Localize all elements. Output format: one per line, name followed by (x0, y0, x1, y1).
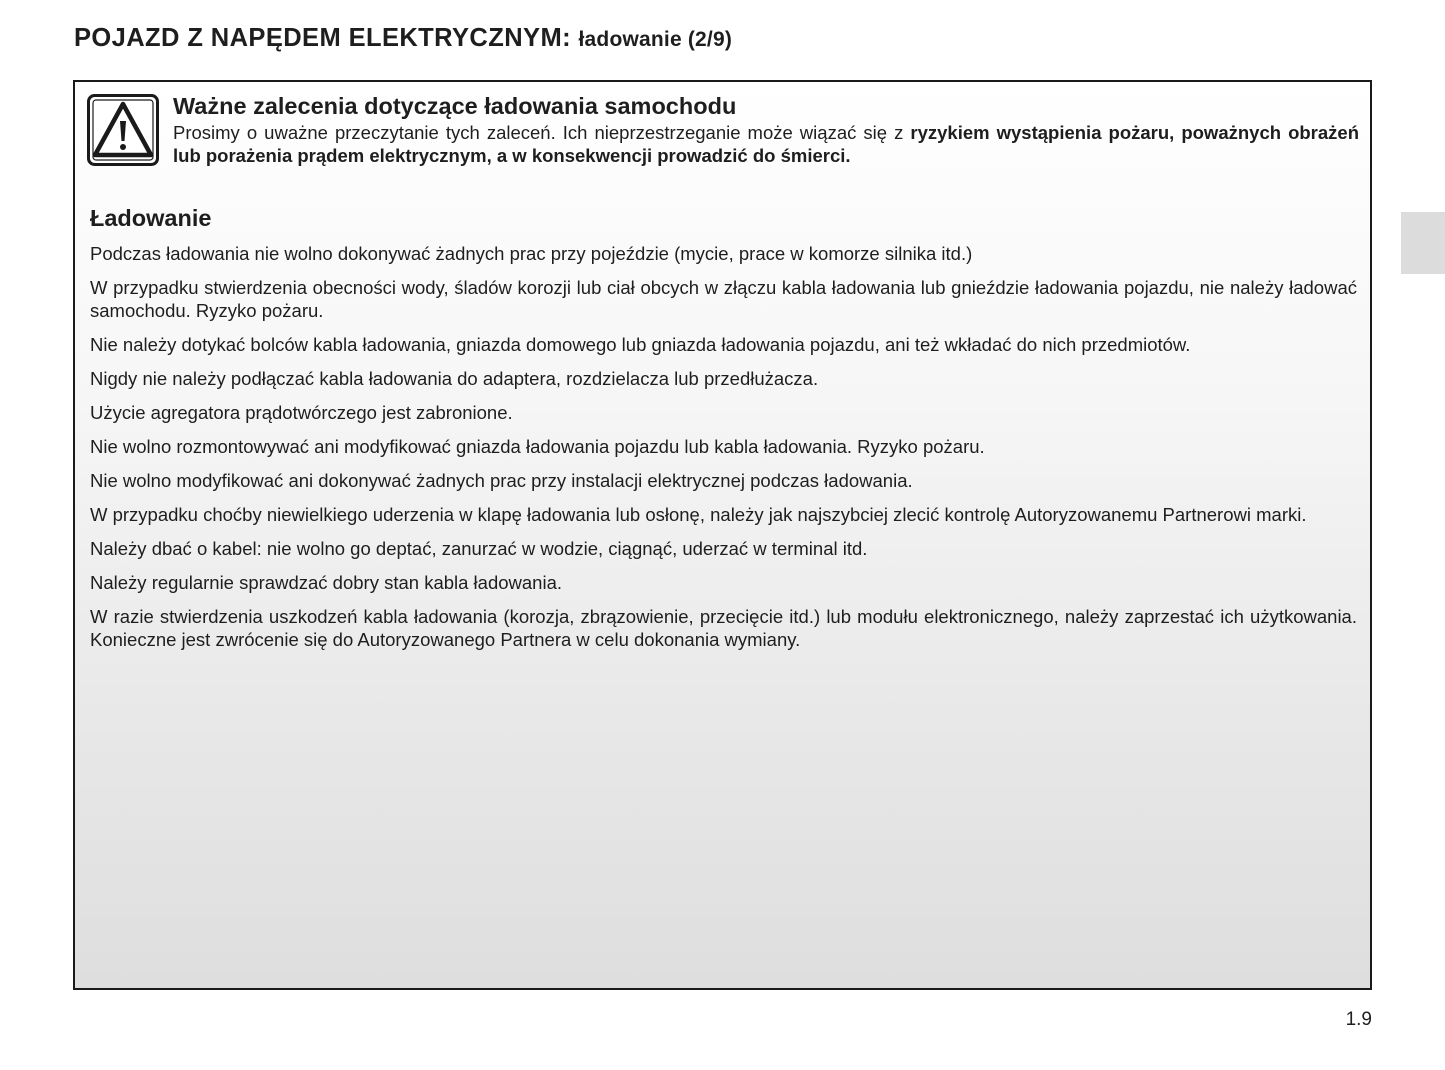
paragraph: Podczas ładowania nie wolno dokonywać żadnych prac przy pojeździe (mycie, prace w komorze silnika itd.) (90, 243, 973, 264)
chapter-tab-marker (1401, 212, 1445, 274)
paragraph: Użycie agregatora prądotwórczego jest zabronione. (90, 402, 513, 423)
paragraph: Należy regularnie sprawdzać dobry stan kabla ładowania. (90, 572, 563, 593)
page-title-sub: ładowanie (2/9) (578, 28, 733, 51)
paragraph: Nie należy dotykać bolców kabla ładowania, gniazda domowego lub gniazda ładowania pojazdu, ani też wkładać do nich przedmiotów. (90, 334, 1191, 355)
page-title-main: POJAZD Z NAPĘDEM ELEKTRYCZNYM: (74, 24, 571, 52)
paragraph: Nigdy nie należy podłączać kabla ładowania do adaptera, rozdzielacza lub przedłużacza. (90, 368, 819, 389)
page-title (74, 24, 732, 53)
paragraph: W razie stwierdzenia uszkodzeń kabla ładowania (korozja, zbrązowienie, przecięcie itd.) lub modułu elektronicznego, należy zaprzestać ich użytkowania. Konieczne jest zwrócenie się do Autoryzowanego Partnera w celu dokonania wymiany. (90, 606, 1357, 650)
warning-intro-emphasis: ryzykiem wystąpienia pożaru, poważnych obrażeń lub porażenia prądem elektrycznym, a w konsekwencji prowadzić do śmierci. (173, 122, 1359, 166)
section-title: Ładowanie (90, 205, 212, 231)
paragraph: Nie wolno rozmontowywać ani modyfikować gniazda ładowania pojazdu lub kabla ładowania. Ryzyko pożaru. (90, 436, 985, 457)
warning-intro-text: Prosimy o uważne przeczytanie tych zaleceń. Ich nieprzestrzeganie może wiązać się z (173, 122, 911, 143)
paragraph-list (90, 242, 1357, 662)
paragraph: Należy dbać o kabel: nie wolno go deptać, zanurzać w wodzie, ciągnąć, uderzać w terminal itd. (90, 538, 868, 559)
paragraph: W przypadku stwierdzenia obecności wody, śladów korozji lub ciał obcych w złączu kabla ładowania lub gnieździe ładowania pojazdu, nie należy ładować samochodu. Ryzyko pożaru. (90, 277, 1357, 321)
paragraph: Nie wolno modyfikować ani dokonywać żadnych prac przy instalacji elektrycznej podczas ładowania. (90, 470, 913, 491)
warning-heading: Ważne zalecenia dotyczące ładowania samochodu (173, 93, 737, 119)
paragraph: W przypadku choćby niewielkiego uderzenia w klapę ładowania lub osłonę, należy jak najszybciej zlecić kontrolę Autoryzowanemu Partnerowi marki. (90, 504, 1307, 525)
warning-intro (173, 121, 1359, 167)
warning-box (73, 80, 1372, 990)
warning-triangle-icon (87, 94, 159, 166)
page-number: 1.9 (1345, 1009, 1372, 1030)
